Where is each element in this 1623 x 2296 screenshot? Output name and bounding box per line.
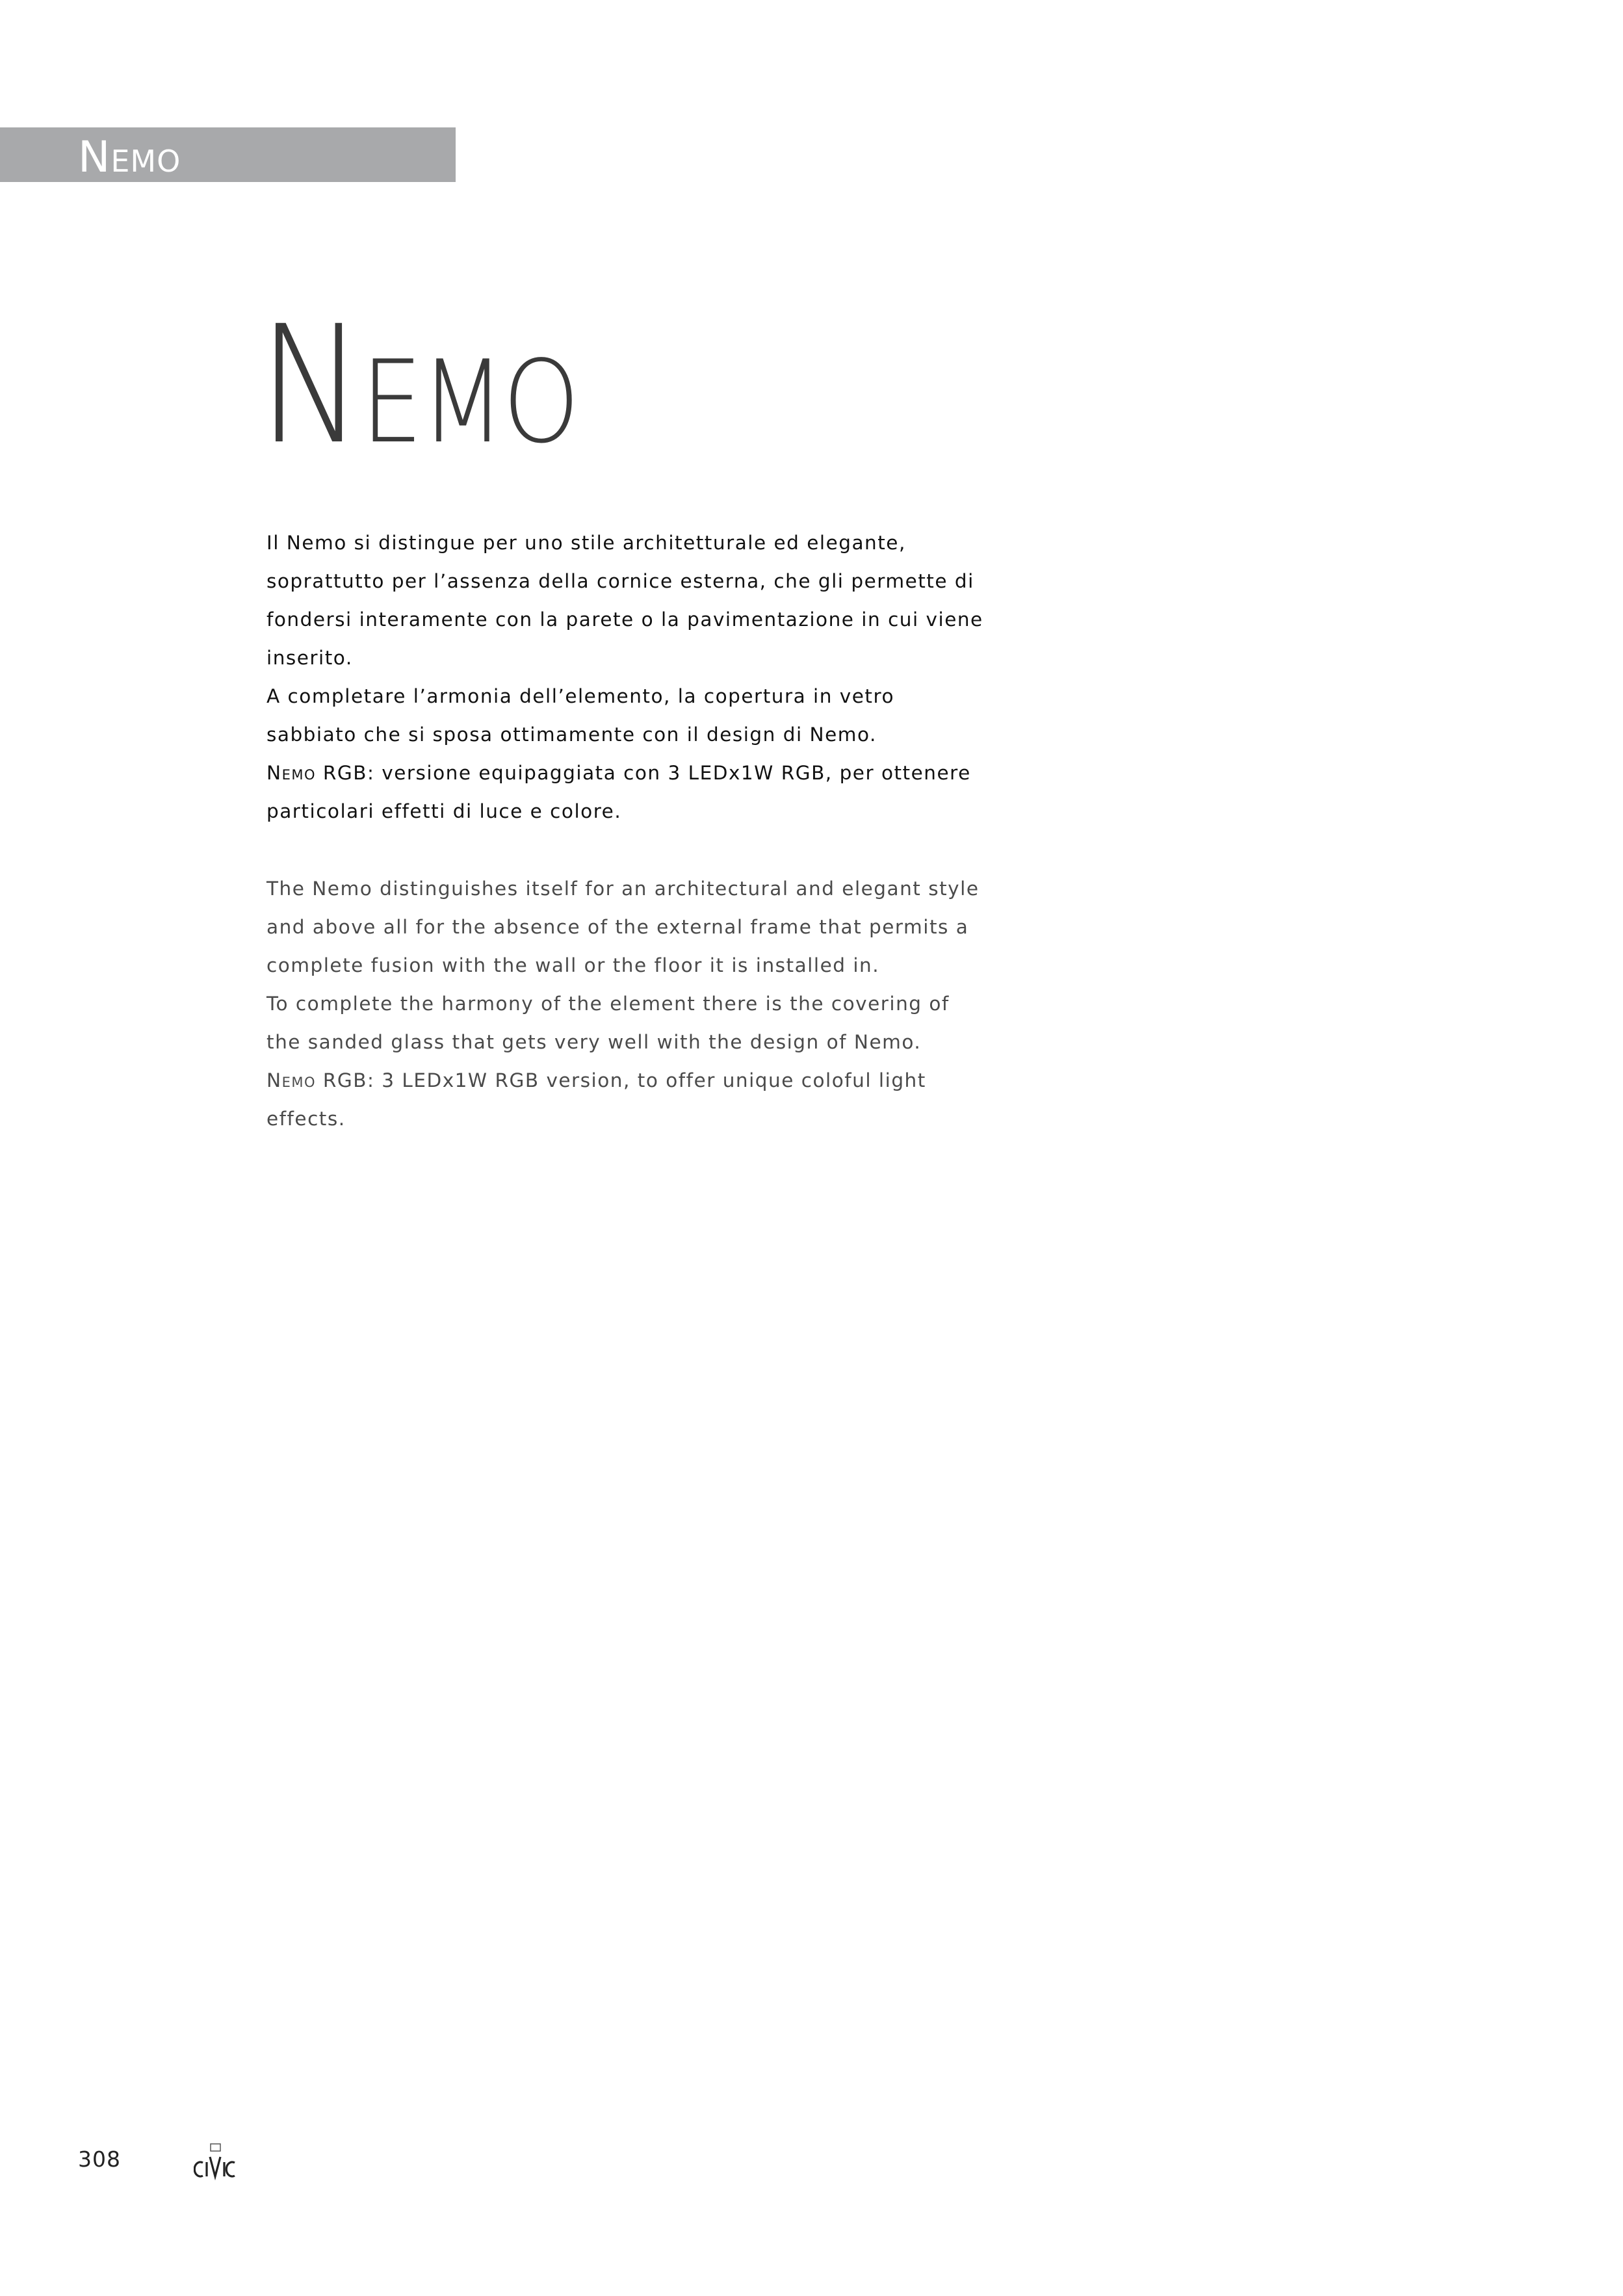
english-line: To complete the harmony of the element there is the covering of — [266, 993, 950, 1015]
italian-line: A completare l’armonia dell’elemento, la copertura in vetro — [266, 685, 895, 707]
product-name-small-caps: Nemo — [266, 762, 316, 784]
logo-letter-c — [194, 2162, 203, 2176]
italian-line: fondersi interamente con la parete o la pavimentazione in cui viene — [266, 608, 983, 631]
english-line: effects. — [266, 1108, 346, 1130]
product-name-small-caps: Nemo — [266, 1069, 316, 1091]
italian-description — [266, 524, 983, 831]
italian-line: particolari effetti di luce e colore. — [266, 800, 622, 822]
english-description — [266, 870, 980, 1138]
italian-rgb-line — [266, 754, 971, 792]
page-number: 308 — [78, 2146, 121, 2172]
page-title: Nemo — [259, 291, 578, 480]
italian-line: sabbiato che si sposa ottimamente con il design di Nemo. — [266, 724, 877, 746]
section-header-title: Nemo — [78, 132, 181, 182]
logo-square-mark — [211, 2144, 220, 2151]
logo-letter-c-2 — [226, 2162, 235, 2176]
header-band — [0, 127, 456, 182]
italian-line: soprattutto per l’assenza della cornice esterna, che gli permette di — [266, 570, 974, 592]
english-line: and above all for the absence of the external frame that permits a — [266, 916, 969, 938]
civic-logo-icon — [194, 2143, 246, 2182]
english-line: complete fusion with the wall or the floor it is installed in. — [266, 954, 880, 976]
english-rgb-text: RGB: 3 LEDx1W RGB version, to offer unique coloful light — [315, 1069, 926, 1091]
english-line: The Nemo distinguishes itself for an architectural and elegant style — [266, 878, 980, 900]
italian-line: Il Nemo si distingue per uno stile architetturale ed elegante, — [266, 532, 906, 554]
english-rgb-line — [266, 1062, 929, 1100]
italian-line: inserito. — [266, 647, 353, 669]
english-line: the sanded glass that gets very well with the design of Nemo. — [266, 1031, 922, 1053]
logo-letter-v — [210, 2157, 220, 2176]
italian-rgb-text: RGB: versione equipaggiata con 3 LEDx1W RGB, per ottenere — [315, 762, 971, 784]
